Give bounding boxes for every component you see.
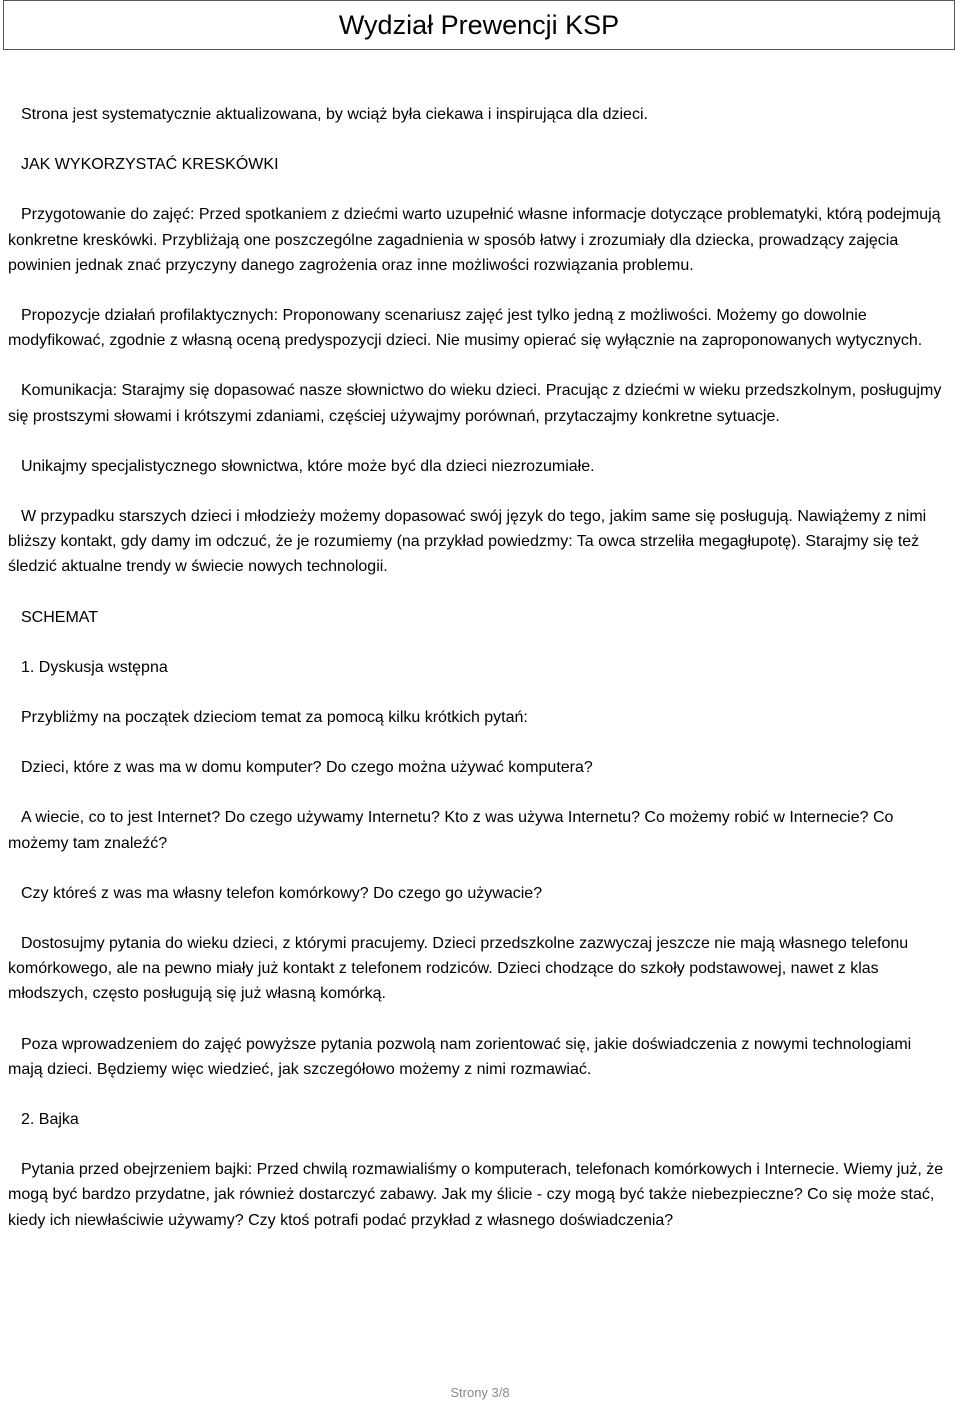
section-heading-schemat: SCHEMAT (21, 608, 99, 626)
paragraph-wprowadzenie: Poza wprowadzeniem do zajęć powyższe pytania pozwolą nam zorientować się, jakie doświadczenia z nowymi technologiami mają dzieci. Będziemy więc wiedzieć, jak szczegółowo możemy z nimi rozmawiać. (8, 1035, 912, 1078)
article-body (8, 102, 948, 1258)
page-number: Strony 3/8 (450, 1385, 510, 1400)
section-heading-kreskowki: JAK WYKORZYSTAĆ KRESKÓWKI (21, 156, 279, 174)
paragraph-przygotowanie: Przygotowanie do zajęć: Przed spotkaniem z dziećmi warto uzupełnić własne informacje dotyczące problematyki, którą podejmują konkretne kreskówki. Przybliżają one poszczególne zagadnienia w sposób łatwy i zrozumiały dla dziecka, prowadzący zajęcia powinien jednak znać przyczyny danego zagrożenia oraz inne możliwości rozwiązania problemu. (8, 206, 941, 274)
question-komputer: Dzieci, które z was ma w domu komputer? Do czego można używać komputera? (21, 759, 593, 777)
subheading-bajka: 2. Bajka (21, 1111, 79, 1129)
paragraph-dostosujmy: Dostosujmy pytania do wieku dzieci, z którymi pracujemy. Dzieci przedszkolne zazwyczaj jeszcze nie mają własnego telefonu komórkowego, ale na pewno miały już kontakt z telefonem rodziców. Dzieci chodzące do szkoły podstawowej, nawet z klas młodszych, często posługują się już własną komórką. (8, 935, 909, 1003)
question-internet: A wiecie, co to jest Internet? Do czego używamy Internetu? Kto z was używa Internetu? Co możemy robić w Internecie? Co możemy tam znaleźć? (8, 809, 894, 852)
paragraph-propozycje: Propozycje działań profilaktycznych: Proponowany scenariusz zajęć jest tylko jedną z możliwości. Możemy go dowolnie modyfikować, zgodnie z własną oceną predyspozycji dzieci. Nie musimy opierać się wyłącznie na zaproponowanych wytycznych. (8, 307, 923, 350)
question-telefon: Czy któreś z was ma własny telefon komórkowy? Do czego go używacie? (21, 884, 543, 902)
paragraph-intro: Strona jest systematycznie aktualizowana, by wciąż była ciekawa i inspirująca dla dzieci. (21, 106, 648, 123)
paragraph-slownictwo: Unikajmy specjalistycznego słownictwa, które może być dla dzieci niezrozumiałe. (21, 457, 595, 475)
paragraph-mlodziez: W przypadku starszych dzieci i młodzieży możemy dopasować swój język do tego, jakim same się posługują. Nawiążemy z nimi bliższy kontakt, gdy damy im odczuć, że je rozumiemy (na przykład powiedzmy: Ta owca strzeliła megagłupotę). Starajmy się też śledzić aktualne trendy w świecie nowych technologii. (8, 508, 927, 576)
paragraph-pytania-bajka: Pytania przed obejrzeniem bajki: Przed chwilą rozmawialiśmy o komputerach, telefonach komórkowych i Internecie. Wiemy już, że mogą być bardzo przydatne, jak również dostarczyć zabawy. Jak my ślicie - czy mogą być także niebezpieczne? Co się może stać, kiedy ich niewłaściwie używamy? Czy ktoś potrafi podać przykład z własnego doświadczenia? (8, 1161, 944, 1229)
paragraph-przyblizmy: Przybliżmy na początek dzieciom temat za pomocą kilku krótkich pytań: (21, 709, 528, 727)
paragraph-komunikacja: Komunikacja: Starajmy się dopasować nasze słownictwo do wieku dzieci. Pracując z dziećmi w wieku przedszkolnym, posługujmy się prostszymi słowami i krótszymi zdaniami, częściej używajmy porównań, przytaczajmy konkretne sytuacje. (8, 382, 942, 425)
page-header (3, 0, 955, 50)
subheading-dyskusja: 1. Dyskusja wstępna (21, 658, 168, 676)
page-title: Wydział Prewencji KSP (338, 10, 620, 40)
